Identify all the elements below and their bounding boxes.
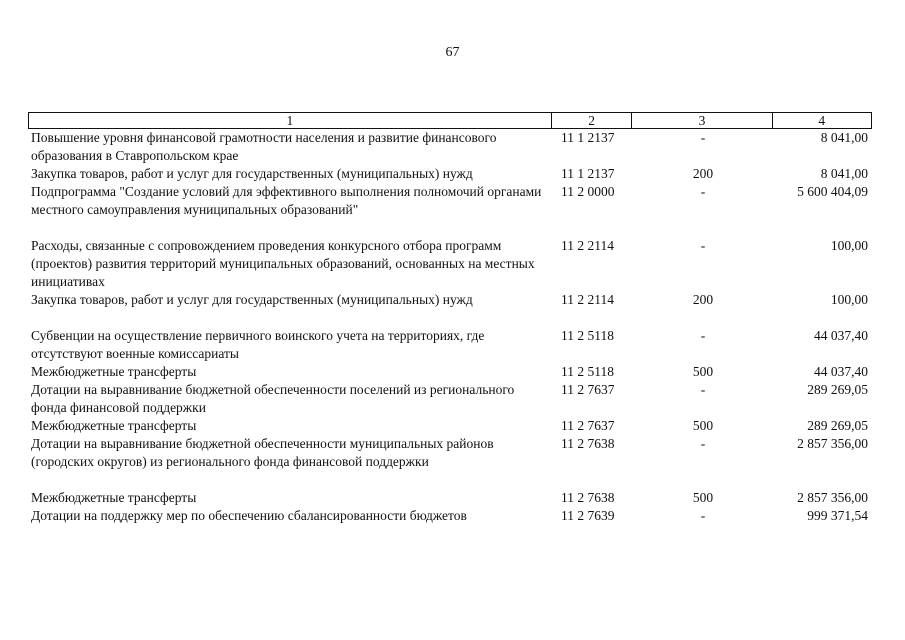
table-row [28, 489, 872, 507]
table-row [28, 507, 872, 525]
row-amount: 999 371,54 [807, 508, 868, 523]
header-col-3: 3 [632, 113, 772, 129]
row-code: 11 1 2137 [561, 130, 615, 145]
row-code: 11 2 2114 [561, 238, 614, 253]
row-type: - [700, 130, 706, 145]
row-name: Межбюджетные трансферты [31, 364, 197, 379]
row-amount: 5 600 404,09 [797, 184, 868, 199]
row-amount: 289 269,05 [807, 418, 868, 433]
header-col-1: 1 [29, 113, 552, 129]
row-type: 500 [692, 490, 714, 505]
row-amount: 44 037,40 [814, 364, 868, 379]
row-amount: 8 041,00 [820, 166, 868, 181]
row-code: 11 1 2137 [561, 166, 615, 181]
row-code: 11 2 7639 [561, 508, 615, 523]
row-amount: 2 857 356,00 [797, 436, 868, 451]
table-row [28, 183, 872, 219]
row-type: - [700, 184, 706, 199]
row-name: Межбюджетные трансферты [31, 418, 197, 433]
row-code: 11 2 2114 [561, 292, 614, 307]
header-col-4: 4 [772, 113, 871, 129]
table-row [28, 129, 872, 165]
row-spacer [28, 309, 872, 327]
table-row [28, 165, 872, 183]
row-name: Подпрограмма "Создание условий для эффективного выполнения полномочий органами местного самоуправления муниципальных образований" [31, 184, 542, 217]
row-name: Субвенции на осуществление первичного воинского учета на территориях, где отсутствуют военные комиссариаты [31, 328, 485, 361]
table-row [28, 327, 872, 363]
row-code: 11 2 7637 [561, 418, 615, 433]
row-name: Закупка товаров, работ и услуг для государственных (муниципальных) нужд [31, 292, 473, 307]
row-type: - [700, 508, 706, 523]
row-type: 200 [692, 166, 714, 181]
table-header [28, 112, 872, 129]
row-name: Дотации на поддержку мер по обеспечению сбалансированности бюджетов [31, 508, 467, 523]
row-code: 11 2 7638 [561, 490, 615, 505]
row-code: 11 2 0000 [561, 184, 615, 199]
row-type: 500 [692, 418, 714, 433]
row-code: 11 2 7637 [561, 382, 615, 397]
table-row [28, 291, 872, 309]
row-code: 11 2 7638 [561, 436, 615, 451]
row-type: 200 [692, 292, 714, 307]
header-col-2: 2 [551, 113, 632, 129]
row-code: 11 2 5118 [561, 364, 614, 379]
row-name: Закупка товаров, работ и услуг для государственных (муниципальных) нужд [31, 166, 473, 181]
row-amount: 289 269,05 [807, 382, 868, 397]
table-row [28, 237, 872, 291]
row-name: Дотации на выравнивание бюджетной обеспеченности поселений из регионального фонда финансовой поддержки [31, 382, 515, 415]
table-row [28, 363, 872, 381]
table-row [28, 381, 872, 417]
row-type: - [700, 436, 706, 451]
row-type: 500 [692, 364, 714, 379]
row-amount: 44 037,40 [814, 328, 868, 343]
row-code: 11 2 5118 [561, 328, 614, 343]
row-name: Дотации на выравнивание бюджетной обеспеченности муниципальных районов (городских округов) из регионального фонда финансовой поддержки [31, 436, 494, 469]
table-row [28, 435, 872, 471]
row-spacer [28, 219, 872, 237]
row-amount: 100,00 [830, 292, 868, 307]
row-amount: 2 857 356,00 [797, 490, 868, 505]
row-amount: 100,00 [830, 238, 868, 253]
row-type: - [700, 328, 706, 343]
row-name: Повышение уровня финансовой грамотности населения и развитие финансового образования в Ставропольском крае [31, 130, 497, 163]
row-amount: 8 041,00 [820, 130, 868, 145]
table-body [28, 129, 872, 525]
row-name: Расходы, связанные с сопровождением проведения конкурсного отбора программ (проектов) развития территорий муниципальных образований, основанных на местных инициативах [31, 238, 535, 289]
row-type: - [700, 382, 706, 397]
table-row [28, 417, 872, 435]
row-spacer [28, 471, 872, 489]
page-number: 67 [445, 45, 460, 60]
row-type: - [700, 238, 706, 253]
row-name: Межбюджетные трансферты [31, 490, 197, 505]
